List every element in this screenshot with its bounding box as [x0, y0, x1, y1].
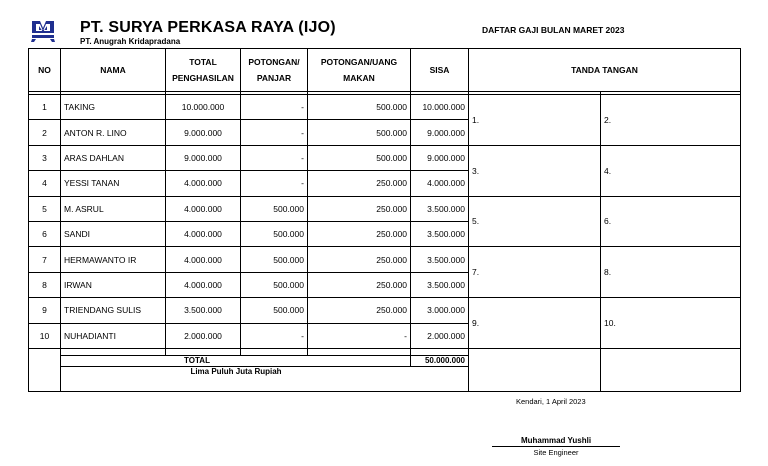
cell-sisa: 3.500.000	[411, 221, 469, 246]
signature-slot: 2.	[601, 95, 741, 146]
cell-no: 8	[29, 272, 61, 297]
cell-makan: 500.000	[308, 95, 411, 120]
cell-no: 1	[29, 95, 61, 120]
cell-total: 9.000.000	[166, 145, 241, 170]
cell-nama: ANTON R. LINO	[61, 120, 166, 145]
cell-total: 4.000.000	[166, 247, 241, 272]
cell-nama: TAKING	[61, 95, 166, 120]
cell-panjar: 500.000	[241, 298, 308, 323]
total-label: TOTAL	[61, 355, 411, 366]
total-value: 50.000.000	[411, 355, 469, 366]
cell-nama: NUHADIANTI	[61, 323, 166, 348]
cell-sisa: 3.000.000	[411, 298, 469, 323]
cell-sisa: 3.500.000	[411, 272, 469, 297]
signature-slot: 10.	[601, 298, 741, 349]
signer-role: Site Engineer	[533, 448, 579, 457]
signature-slot: 1.	[469, 95, 601, 146]
cell-makan: 250.000	[308, 298, 411, 323]
cell-panjar: 500.000	[241, 272, 308, 297]
cell-sisa: 9.000.000	[411, 120, 469, 145]
place-date: Kendari, 1 April 2023	[516, 397, 586, 406]
cell-makan: 250.000	[308, 171, 411, 196]
cell-panjar: 500.000	[241, 196, 308, 221]
table-row	[29, 298, 741, 323]
cell-panjar: -	[241, 323, 308, 348]
cell-sisa: 3.500.000	[411, 247, 469, 272]
cell-total: 9.000.000	[166, 120, 241, 145]
cell-total: 4.000.000	[166, 272, 241, 297]
col-header-potongan-makan: POTONGAN/UANG MAKAN	[308, 49, 411, 92]
cell-makan: 500.000	[308, 120, 411, 145]
cell-nama: M. ASRUL	[61, 196, 166, 221]
col-header-total: TOTAL PENGHASILAN	[166, 49, 241, 92]
company-logo	[31, 20, 55, 42]
signature-slot: 9.	[469, 298, 601, 349]
cell-no: 3	[29, 145, 61, 170]
table-row	[29, 145, 741, 170]
signature-slot: 7.	[469, 247, 601, 298]
col-header-potongan-panjar: POTONGAN/ PANJAR	[241, 49, 308, 92]
cell-sisa: 4.000.000	[411, 171, 469, 196]
signature-slot: 6.	[601, 196, 741, 247]
signature-slot: 5.	[469, 196, 601, 247]
cell-makan: -	[308, 323, 411, 348]
cell-panjar: -	[241, 95, 308, 120]
cell-total: 3.500.000	[166, 298, 241, 323]
cell-sisa: 3.500.000	[411, 196, 469, 221]
cell-no: 9	[29, 298, 61, 323]
cell-makan: 250.000	[308, 221, 411, 246]
cell-no: 10	[29, 323, 61, 348]
cell-total: 2.000.000	[166, 323, 241, 348]
cell-total: 4.000.000	[166, 196, 241, 221]
cell-makan: 250.000	[308, 247, 411, 272]
subcompany-name: PT. Anugrah Kridapradana	[80, 37, 181, 46]
cell-makan: 250.000	[308, 196, 411, 221]
cell-panjar: -	[241, 145, 308, 170]
table-row	[29, 247, 741, 272]
cell-total: 4.000.000	[166, 221, 241, 246]
document-title: DAFTAR GAJI BULAN MARET 2023	[482, 25, 625, 35]
cell-sisa: 10.000.000	[411, 95, 469, 120]
signer-name: Muhammad Yushli	[492, 436, 620, 447]
cell-total: 10.000.000	[166, 95, 241, 120]
cell-no: 2	[29, 120, 61, 145]
total-in-words: Lima Puluh Juta Rupiah	[61, 366, 469, 391]
table-row	[29, 95, 741, 120]
col-header-no: NO	[29, 49, 61, 92]
cell-no: 7	[29, 247, 61, 272]
salary-table	[28, 48, 741, 392]
cell-panjar: 500.000	[241, 247, 308, 272]
cell-nama: SANDI	[61, 221, 166, 246]
cell-makan: 250.000	[308, 272, 411, 297]
table-header-row	[29, 49, 741, 92]
cell-panjar: -	[241, 171, 308, 196]
cell-sisa: 9.000.000	[411, 145, 469, 170]
cell-nama: TRIENDANG SULIS	[61, 298, 166, 323]
signature-slot: 4.	[601, 145, 741, 196]
signature-slot: 3.	[469, 145, 601, 196]
col-header-nama: NAMA	[61, 49, 166, 92]
cell-makan: 500.000	[308, 145, 411, 170]
cell-sisa: 2.000.000	[411, 323, 469, 348]
cell-nama: ARAS DAHLAN	[61, 145, 166, 170]
col-header-sisa: SISA	[411, 49, 469, 92]
cell-no: 4	[29, 171, 61, 196]
cell-no: 5	[29, 196, 61, 221]
cell-panjar: 500.000	[241, 221, 308, 246]
cell-nama: HERMAWANTO IR	[61, 247, 166, 272]
signature-slot: 8.	[601, 247, 741, 298]
cell-no: 6	[29, 221, 61, 246]
cell-panjar: -	[241, 120, 308, 145]
table-row	[29, 196, 741, 221]
cell-nama: YESSI TANAN	[61, 171, 166, 196]
company-name: PT. SURYA PERKASA RAYA (IJO)	[80, 19, 336, 36]
cell-total: 4.000.000	[166, 171, 241, 196]
cell-nama: IRWAN	[61, 272, 166, 297]
col-header-tanda-tangan: TANDA TANGAN	[469, 49, 741, 92]
